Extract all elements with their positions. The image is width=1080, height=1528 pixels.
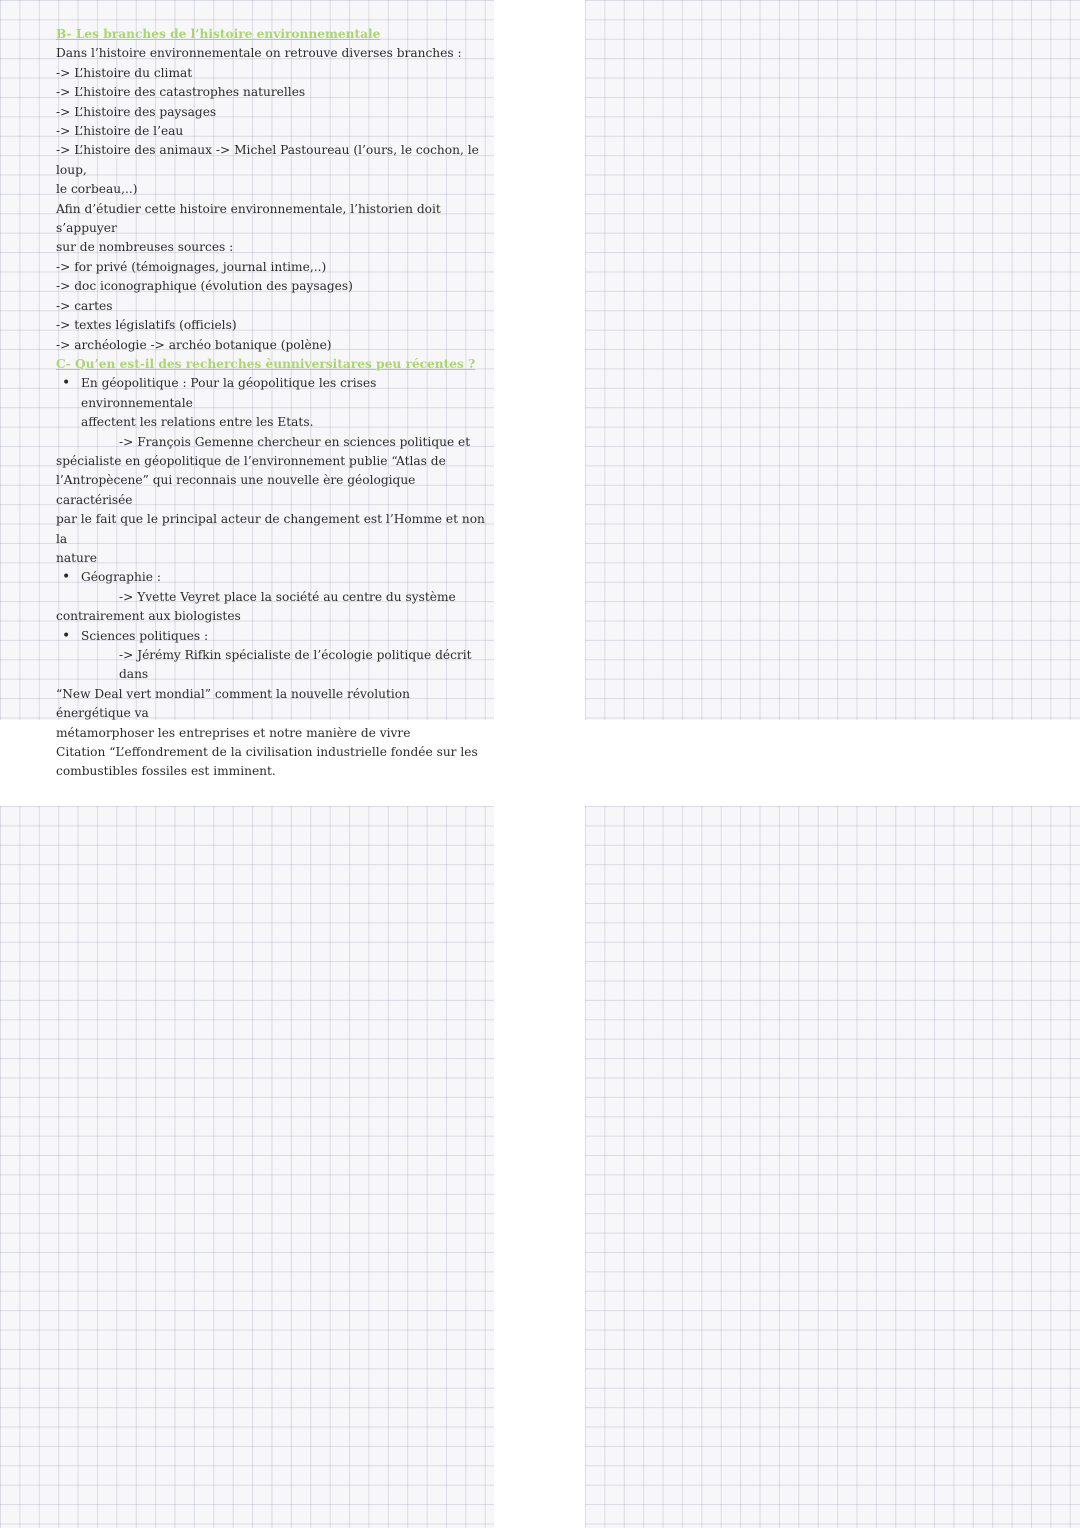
sources-intro: Afin d’étudier cette histoire environnementale, l’historien doit s’appuyer bbox=[56, 201, 441, 236]
branch-item: -> L’histoire du climat bbox=[56, 65, 193, 80]
notebook-page-3 bbox=[0, 806, 494, 1528]
geopolitique-text: spécialiste en géopolitique de l’environnement publie “Atlas de bbox=[56, 453, 446, 468]
geopolitique-text: par le fait que le principal acteur de changement est l’Homme et non la bbox=[56, 512, 485, 546]
sources-intro-continued: sur de nombreuses sources : bbox=[56, 240, 234, 255]
geopolitique-text: -> François Gemenne chercheur en sciences politique et bbox=[119, 434, 471, 449]
geographie-text: contrairement aux biologistes bbox=[56, 609, 241, 624]
section-b-intro: Dans l’histoire environnementale on retrouve diverses branches : bbox=[56, 46, 462, 61]
source-item: -> textes législatifs (officiels) bbox=[56, 318, 237, 333]
geographie-text: -> Yvette Veyret place la société au centre du système bbox=[119, 589, 456, 604]
bullet-geopolitique: • En géopolitique : Pour la géopolitique les crises environnementale bbox=[56, 374, 486, 413]
branch-item: -> L’histoire de l’eau bbox=[56, 124, 184, 139]
bullet-sciences-politiques: • Sciences politiques : bbox=[56, 627, 486, 646]
section-b-heading: B- Les branches de l’histoire environnementale bbox=[56, 27, 381, 41]
section-c-heading: C- Qu’en est-il des recherches èunniversitares peu récentes ? bbox=[56, 356, 476, 371]
geopolitique-text: l’Antropècene” qui reconnais une nouvelle ère géologique caractérisée bbox=[56, 473, 416, 507]
branch-item-continued: le corbeau,..) bbox=[56, 182, 138, 197]
sciences-politiques-text: combustibles fossiles est imminent. bbox=[56, 764, 276, 779]
branch-item: -> L’histoire des animaux -> Michel Pastoureau (l’ours, le cochon, le loup, bbox=[56, 143, 479, 177]
source-item: -> cartes bbox=[56, 298, 113, 313]
source-item: -> doc iconographique (évolution des paysages) bbox=[56, 279, 353, 294]
bullet-geographie: • Géographie : bbox=[56, 568, 486, 587]
geopolitique-text: affectent les relations entre les Etats. bbox=[81, 415, 314, 430]
sciences-politiques-text: Citation “L’effondrement de la civilisation industrielle fondée sur les bbox=[56, 745, 478, 760]
sciences-politiques-text: “New Deal vert mondial” comment la nouvelle révolution énergétique va bbox=[56, 686, 410, 721]
notebook-page-1 bbox=[0, 0, 494, 779]
branch-item: -> L’histoire des paysages bbox=[56, 104, 217, 119]
sciences-politiques-text: métamorphoser les entreprises et notre manière de vivre bbox=[56, 725, 411, 740]
branch-item: -> L’histoire des catastrophes naturelles bbox=[56, 85, 306, 100]
source-item: -> for privé (témoignages, journal intime,..) bbox=[56, 259, 327, 274]
notebook-page-2 bbox=[585, 0, 1080, 720]
source-item: -> archéologie -> archéo botanique (polène) bbox=[56, 337, 332, 352]
geopolitique-text: nature bbox=[56, 550, 97, 565]
sciences-politiques-text: -> Jérémy Rifkin spécialiste de l’écologie politique décrit dans bbox=[119, 648, 472, 682]
page-text bbox=[56, 25, 486, 782]
notebook-page-4 bbox=[585, 806, 1080, 1528]
